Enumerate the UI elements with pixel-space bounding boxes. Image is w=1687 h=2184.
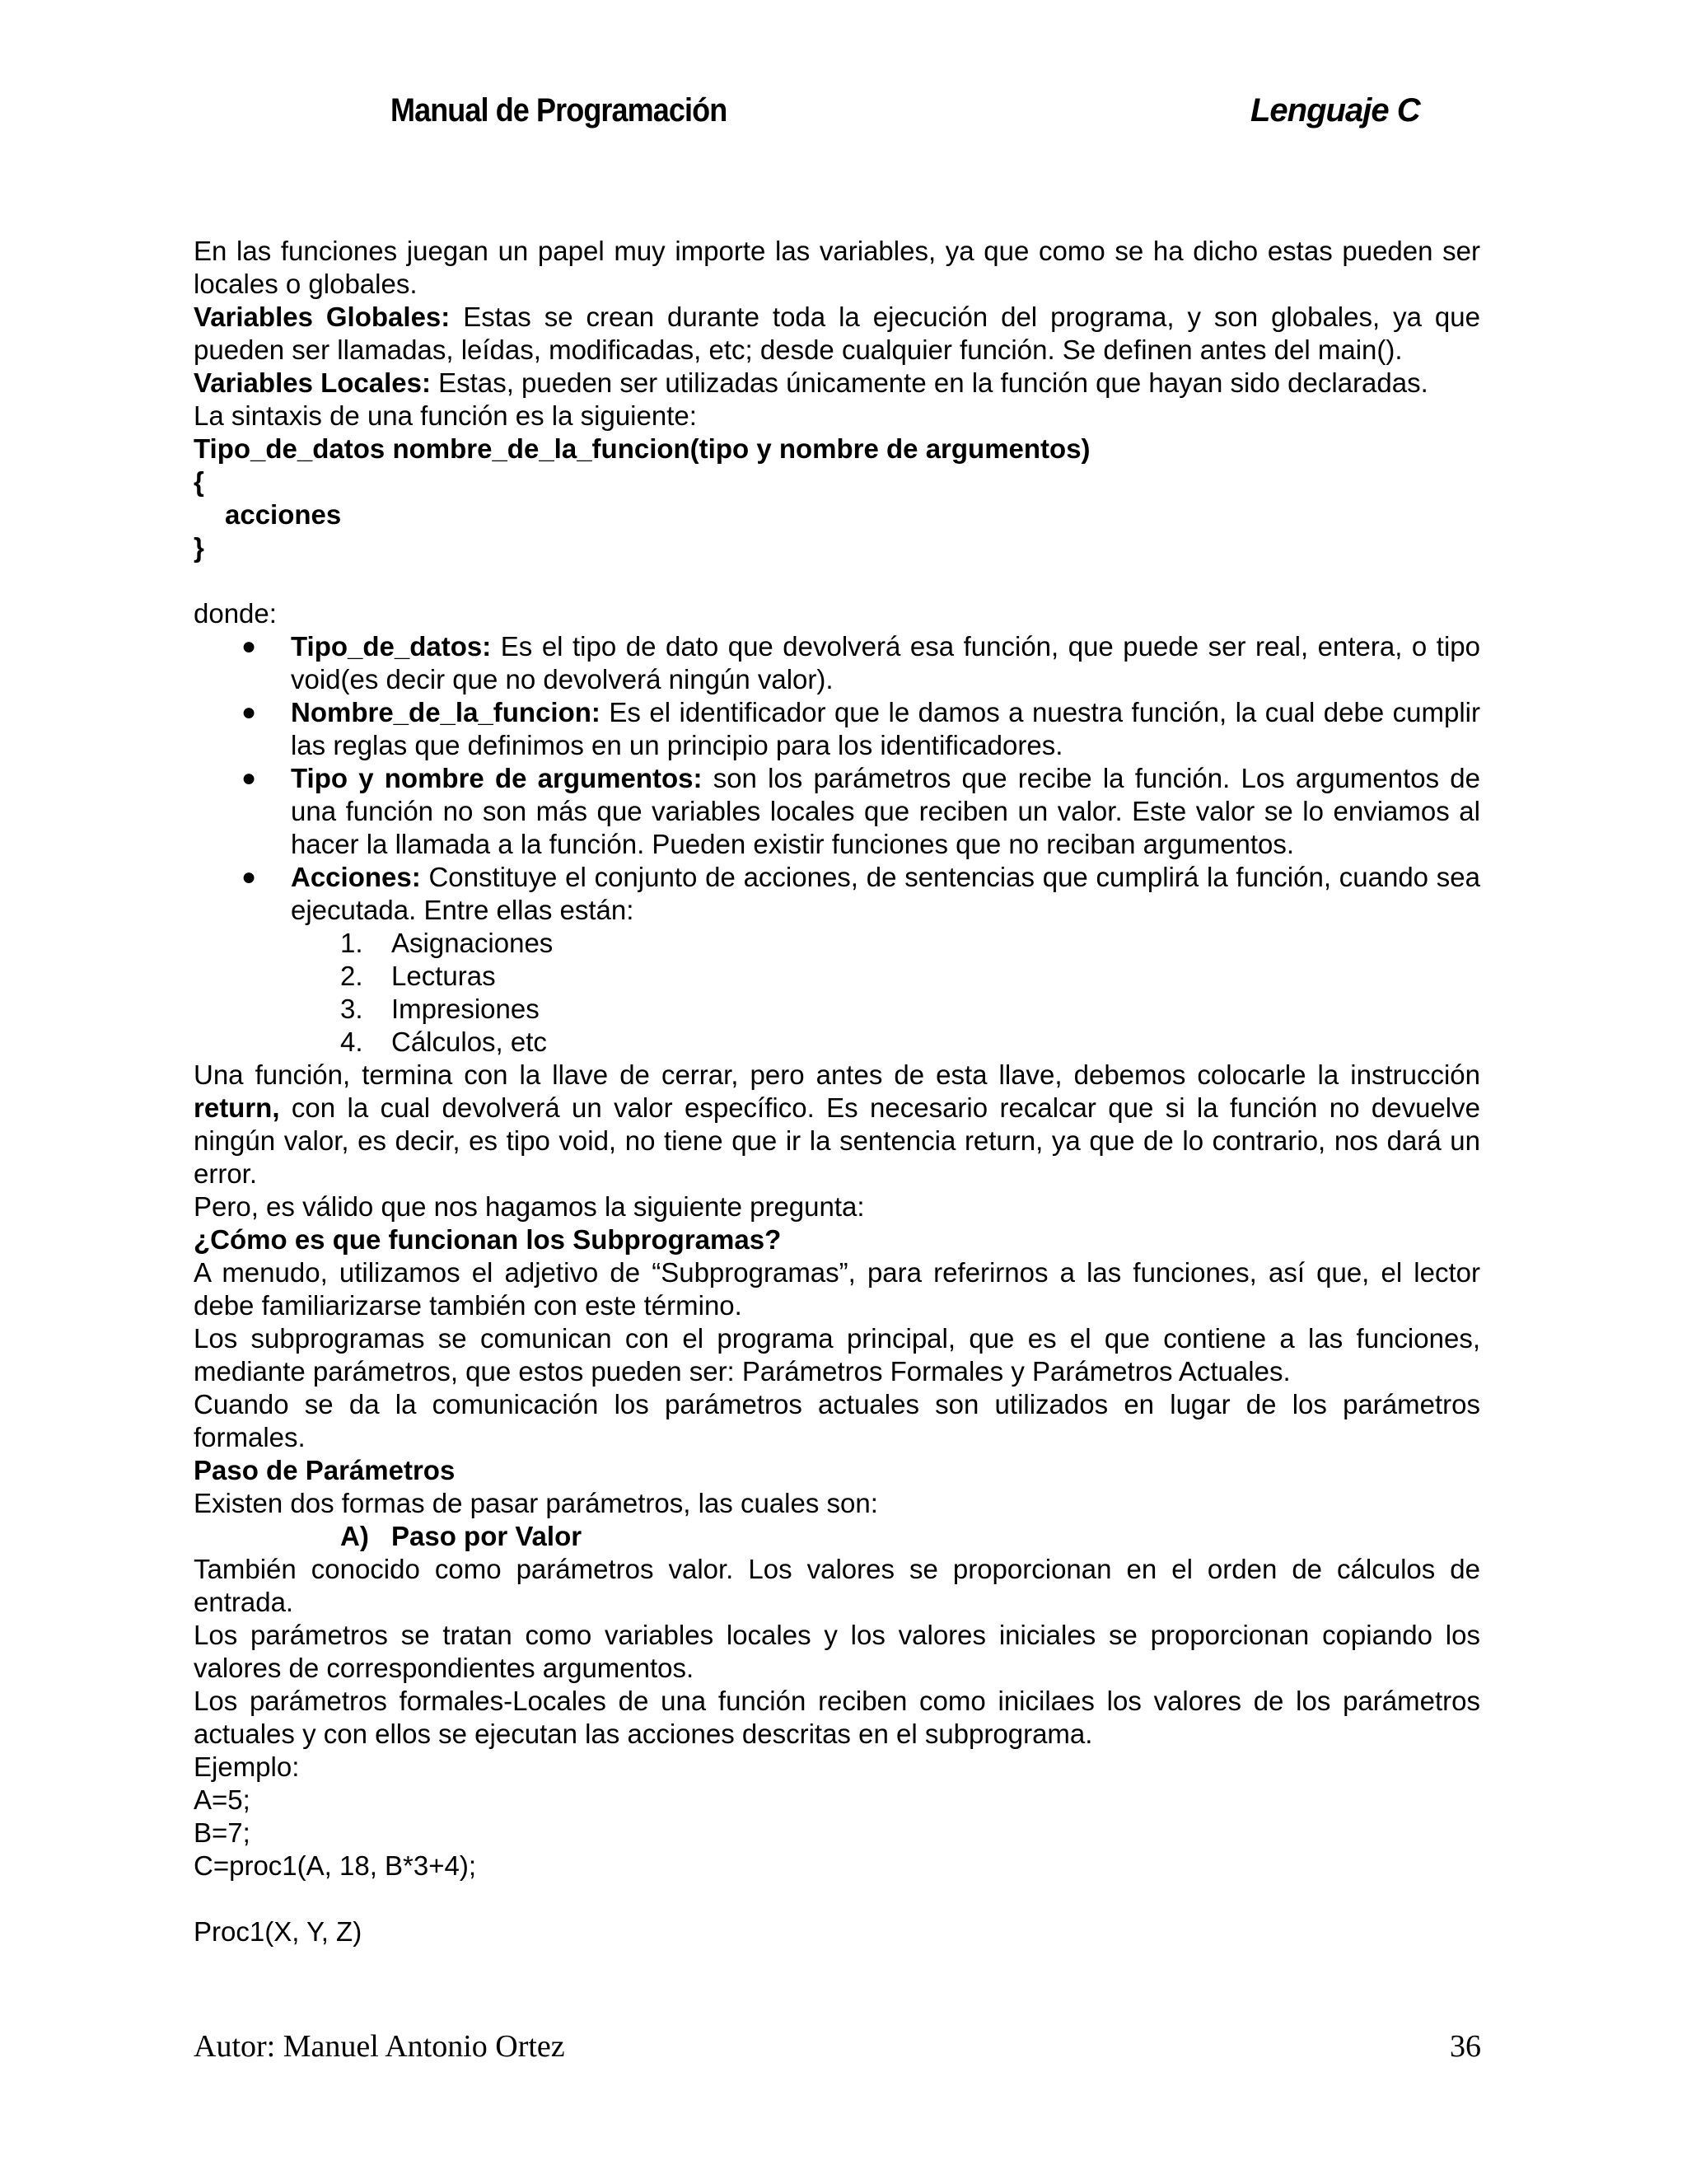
sintaxis-paragraph: La sintaxis de una función es la siguiente: <box>194 400 697 431</box>
header-subtitle: Lenguaje C <box>1250 92 1420 129</box>
list-item-text: Es el tipo de dato que devolverá esa función, que puede ser real, entera, o tipo void(es decir que no devolverá ningún valor). <box>291 631 1480 694</box>
item-number: 3. <box>340 994 363 1024</box>
valor-paragraph-1: También conocido como parámetros valor. Los valores se proporcionan en el orden de cálculos de entrada. <box>194 1554 1480 1617</box>
bullet-icon: ● <box>241 863 257 891</box>
valor-paragraph-3: Los parámetros formales-Locales de una función reciben como inicilaes los valores de los parámetros actuales y con ellos se ejecutan las acciones descritas en el subprograma. <box>194 1686 1480 1749</box>
return-paragraph <box>194 1059 1480 1190</box>
paso-parametros-heading: Paso de Parámetros <box>194 1455 456 1485</box>
numbered-item <box>194 1026 1480 1059</box>
numbered-item <box>194 960 1480 993</box>
subprogramas-paragraph-1: A menudo, utilizamos el adjetivo de “Subprogramas”, para referirnos a las funciones, así que, el lector debe familiarizarse también con este término. <box>194 1257 1480 1321</box>
paso-parametros-paragraph: Existen dos formas de pasar parámetros, las cuales son: <box>194 1488 878 1518</box>
list-item-label: Tipo y nombre de argumentos: <box>291 763 703 793</box>
syntax-signature: Tipo_de_datos nombre_de_la_funcion(tipo y nombre de argumentos) <box>194 433 1091 464</box>
spacer <box>194 1882 1480 1915</box>
list-item <box>194 696 1480 762</box>
locales-label: Variables Locales: <box>194 367 431 398</box>
code-line: C=proc1(A, 18, B*3+4); <box>194 1850 477 1881</box>
spacer <box>194 564 1480 597</box>
bullet-icon: ● <box>241 765 257 792</box>
subprogramas-heading: ¿Cómo es que funcionan los Subprogramas? <box>194 1224 782 1255</box>
return-text-b: con la cual devolverá un valor específico. Es necesario recalcar que si la función no devuelve ningún valor, es decir, es tipo void, no tiene que ir la sentencia return, ya que de lo contrario, nos dará un error. <box>194 1092 1480 1189</box>
list-item <box>194 762 1480 861</box>
item-text: Cálculos, etc <box>391 1027 547 1057</box>
return-text-a: Una función, termina con la llave de cerrar, pero antes de esta llave, debemos colocarle la instrucción <box>194 1059 1480 1090</box>
list-item-text: Constituye el conjunto de acciones, de sentencias que cumplirá la función, cuando sea ejecutada. Entre ellas están: <box>291 862 1480 925</box>
locales-paragraph <box>194 367 1480 400</box>
header-title: Manual de Programación <box>390 92 727 129</box>
item-text: Impresiones <box>391 994 540 1024</box>
list-item-text: Es el identificador que le damos a nuestra función, la cual debe cumplir las reglas que definimos en un principio para los identificadores. <box>291 697 1480 760</box>
ejemplo-label: Ejemplo: <box>194 1751 300 1782</box>
list-item-label: Tipo_de_datos: <box>291 631 492 662</box>
subheading-marker: A) <box>340 1521 369 1551</box>
item-number: 4. <box>340 1027 363 1057</box>
subprogramas-paragraph-2: Los subprogramas se comunican con el programa principal, que es el que contiene a las funciones, mediante parámetros, que estos pueden ser: Parámetros Formales y Parámetros Actuales. <box>194 1323 1480 1387</box>
code-line: Proc1(X, Y, Z) <box>194 1916 362 1947</box>
definitions-list <box>194 630 1480 927</box>
subheading-text: Paso por Valor <box>391 1521 582 1551</box>
item-text: Asignaciones <box>391 928 554 958</box>
footer-author: Autor: Manuel Antonio Ortez <box>194 2029 565 2064</box>
code-line: A=5; <box>194 1784 250 1815</box>
intro-paragraph: En las funciones juegan un papel muy importe las variables, ya que como se ha dicho estas pueden ser locales o globales. <box>194 236 1480 299</box>
subprogramas-paragraph-3: Cuando se da la comunicación los parámetros actuales son utilizados en lugar de los parámetros formales. <box>194 1389 1480 1452</box>
valor-paragraph-2: Los parámetros se tratan como variables locales y los valores iniciales se proporcionan copiando los valores de correspondientes argumentos. <box>194 1620 1480 1683</box>
numbered-item <box>194 993 1480 1026</box>
code-line: B=7; <box>194 1817 250 1848</box>
syntax-close-brace: } <box>194 532 204 563</box>
list-item-label: Acciones: <box>291 862 421 892</box>
syntax-body: acciones <box>225 499 342 530</box>
syntax-open-brace: { <box>194 466 204 497</box>
locales-text: Estas, pueden ser utilizadas únicamente en la función que hayan sido declaradas. <box>431 367 1428 398</box>
list-item <box>194 630 1480 696</box>
bullet-icon: ● <box>241 699 257 726</box>
document-body <box>194 235 1480 1948</box>
item-number: 1. <box>340 928 363 958</box>
pregunta-paragraph: Pero, es válido que nos hagamos la siguiente pregunta: <box>194 1191 865 1222</box>
list-item <box>194 861 1480 927</box>
list-item-text: son los parámetros que recibe la función. Los argumentos de una función no son más que variables locales que reciben un valor. Este valor se lo enviamos al hacer la llamada a la función. Pueden existir funciones que no reciban argumentos. <box>291 763 1481 859</box>
list-item-label: Nombre_de_la_funcion: <box>291 697 600 727</box>
item-text: Lecturas <box>391 961 496 991</box>
bullet-icon: ● <box>241 633 257 660</box>
globales-text: Estas se crean durante toda la ejecución del programa, y son globales, ya que pueden ser llamadas, leídas, modificadas, etc; desde cualquier función. Se definen antes del main(). <box>194 302 1480 365</box>
globales-label: Variables Globales: <box>194 302 451 332</box>
page-number: 36 <box>1450 2029 1481 2064</box>
paso-por-valor-heading <box>194 1520 1480 1553</box>
actions-list <box>194 927 1480 1059</box>
numbered-item <box>194 927 1480 960</box>
globales-paragraph <box>194 301 1480 367</box>
item-number: 2. <box>340 961 363 991</box>
return-keyword: return, <box>194 1092 280 1123</box>
donde-label: donde: <box>194 598 277 629</box>
